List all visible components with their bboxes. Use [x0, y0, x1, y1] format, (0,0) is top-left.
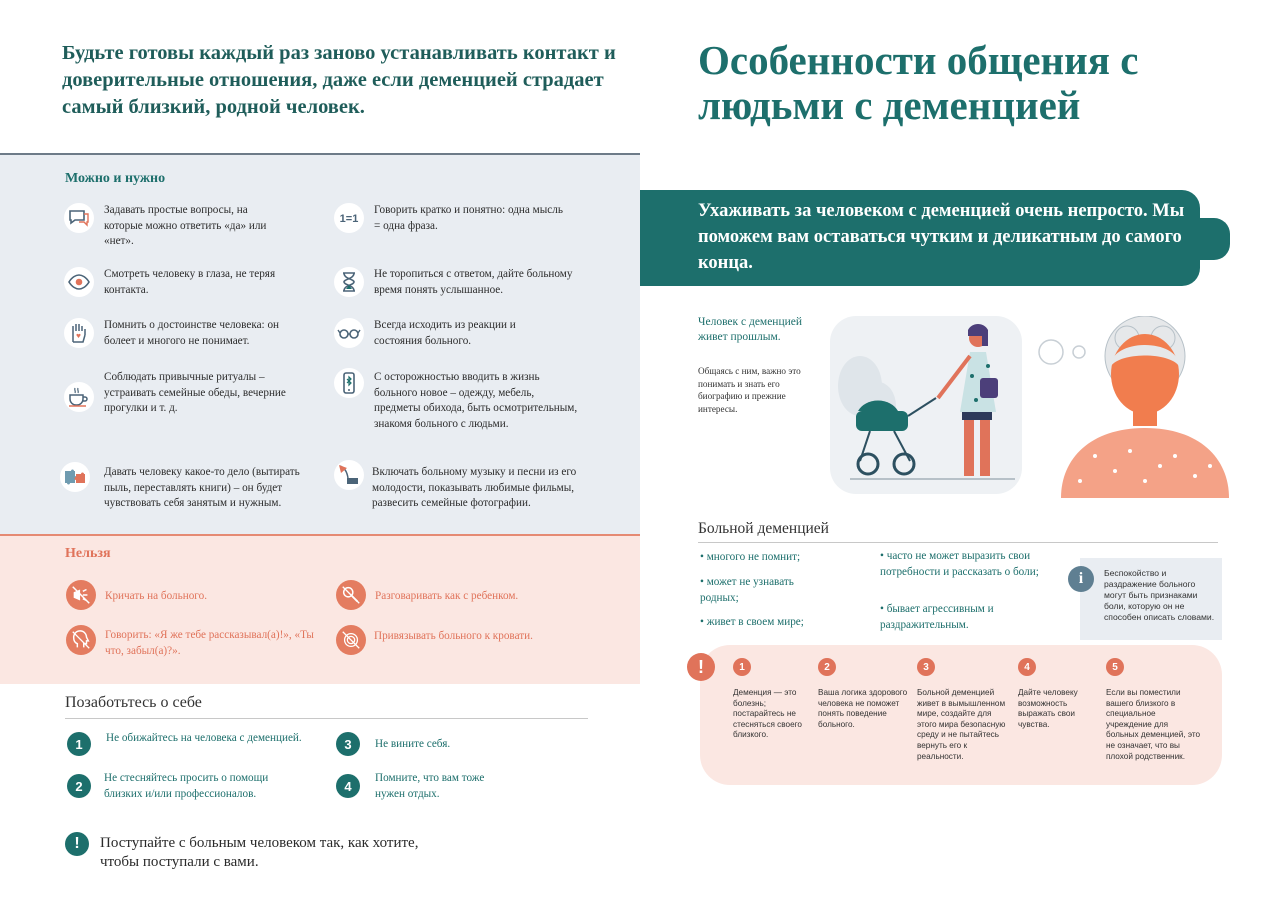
gramophone-icon	[334, 460, 364, 490]
care-number: 4	[336, 774, 360, 798]
cant-item-text: Разговаривать как с ребенком.	[375, 590, 519, 602]
hand-heart-icon	[64, 318, 94, 348]
svg-text:1=1: 1=1	[339, 213, 359, 225]
rope-icon	[336, 625, 366, 655]
rattle-icon	[336, 580, 366, 610]
intro-heading: Будьте готовы каждый раз заново устанавливать контакт и доверительные отношения, даже если деменцией страдает самый близкий, родной человек.	[62, 42, 616, 118]
step-text: Деменция — это болезнь; постарайтесь не стесняться своего близкого.	[733, 688, 802, 740]
can-item-text: Говорить кратко и понятно: одна мысль = одна фраза.	[374, 204, 563, 232]
past-subtext: Общаясь с ним, важно это понимать и знать его биографию и прежние интересы.	[698, 366, 801, 414]
cant-heading: Нельзя	[65, 546, 111, 561]
care-number: 3	[336, 732, 360, 756]
care-item-text: Не вините себя.	[375, 738, 451, 750]
elderly-woman-illustration	[1035, 316, 1230, 498]
care-number: 1	[67, 732, 91, 756]
step-number: 3	[917, 658, 935, 676]
phone-icon	[334, 368, 364, 398]
can-item-text: Давать человеку какое-то дело (вытирать пыль, переставлять книги) – он будет чувствовать себя занятым и нужным.	[104, 466, 300, 509]
final-advice: Поступайте с больным человеком так, как хотите, чтобы поступали с вами.	[100, 835, 419, 870]
sick-item: • многого не помнит;	[700, 551, 801, 563]
step-number: 4	[1018, 658, 1036, 676]
care-title: Позаботьтесь о себе	[65, 694, 202, 711]
sick-title: Больной деменцией	[698, 520, 829, 537]
one-equals-one-icon	[334, 203, 364, 233]
can-item-text: Смотреть человеку в глаза, не теряя контакта.	[104, 268, 276, 296]
speech-bubble-icon	[64, 203, 94, 233]
sick-item: • часто не может выразить свои потребности и рассказать о боли;	[880, 550, 1039, 578]
past-heading: Человек с деменцией живет прошлым.	[698, 316, 803, 343]
exclamation-icon: !	[65, 832, 89, 856]
can-item-text: Не торопиться с ответом, дайте больному время понять услышанное.	[374, 268, 573, 296]
glasses-icon	[334, 318, 364, 348]
page-title: Особенности общения с людьми с деменцией	[698, 37, 1139, 128]
cant-item-text: Говорить: «Я же тебе рассказывал(а)!», «Ты что, забыл(а)?».	[105, 629, 314, 657]
can-heading: Можно и нужно	[65, 171, 166, 186]
cant-item-text: Кричать на больного.	[105, 590, 207, 602]
step-number: 1	[733, 658, 751, 676]
care-item-text: Помните, что вам тоже нужен отдых.	[375, 772, 485, 800]
can-item-text: Соблюдать привычные ритуалы – устраивать семейные обеды, вечерние прогулки и т. д.	[104, 371, 286, 414]
woman-with-stroller-illustration	[830, 316, 1030, 496]
head-icon	[66, 625, 96, 655]
can-item-text: Помнить о достоинстве человека: он болеет и многого не понимает.	[104, 319, 280, 347]
care-number: 2	[67, 774, 91, 798]
sick-item: • может не узнавать родных;	[700, 576, 794, 604]
step-text: Ваша логика здорового человека не поможет понять поведение больного.	[818, 688, 908, 729]
step-text: Больной деменцией живет в вымышленном мире, создайте для этого мира безопасную среду и не пытайтесь вернуть его к реальности.	[917, 688, 1006, 761]
step-number: 5	[1106, 658, 1124, 676]
can-item-text: С осторожностью вводить в жизнь больного новое – одежду, мебель, предметы обихода, быть осмотрительным, знакомя больного с людьми.	[374, 371, 578, 430]
info-text: Беспокойство и раздражение больного могут быть признаками боли, которую он не способен описать словами.	[1104, 568, 1215, 622]
can-item-text: Включать больному музыку и песни из его молодости, показывать любимые фильмы, развесить семейные фотографии.	[372, 466, 577, 509]
banner-text: Ухаживать за человеком с деменцией очень непросто. Мы поможем вам оставаться чутким и деликатным до самого конца.	[698, 201, 1185, 273]
can-item-text: Задавать простые вопросы, на которые можно ответить «да» или «нет».	[104, 204, 267, 247]
hourglass-icon	[334, 267, 364, 297]
care-item-text: Не обижайтесь на человека с деменцией.	[106, 732, 302, 744]
eye-icon	[64, 267, 94, 297]
step-number: 2	[818, 658, 836, 676]
puzzle-icon	[60, 462, 90, 492]
can-item-text: Всегда исходить из реакции и состояния больного.	[374, 319, 516, 347]
teacup-icon	[64, 382, 94, 412]
step-text: Если вы поместили вашего близкого в специальное учреждение для больных деменцией, это не означает, что вы плохой родственник.	[1106, 688, 1201, 761]
shout-icon	[66, 580, 96, 610]
care-item-text: Не стесняйтесь просить о помощи близких и/или профессионалов.	[104, 772, 269, 800]
info-icon: i	[1068, 566, 1094, 592]
sick-item: • бывает агрессивным и раздражительным.	[880, 603, 994, 631]
divider	[698, 542, 1218, 543]
cant-item-text: Привязывать больного к кровати.	[374, 630, 533, 642]
step-text: Дайте человеку возможность выражать свои чувства.	[1018, 688, 1078, 729]
divider	[65, 718, 588, 719]
exclamation-icon: !	[687, 653, 715, 681]
sick-item: • живет в своем мире;	[700, 616, 804, 628]
